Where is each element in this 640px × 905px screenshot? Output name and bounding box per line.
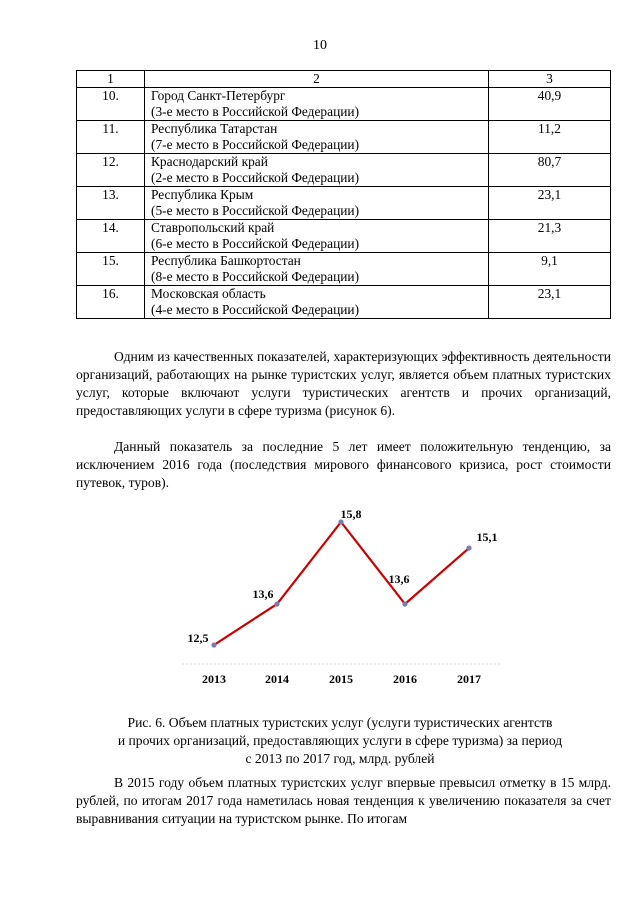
region-rank: (6-е место в Российской Федерации) [151,236,360,251]
region-name: Ставропольский край [151,220,275,235]
data-label: 12,5 [187,631,209,645]
region-cell [145,253,489,286]
region-rank: (4-е место в Российской Федерации) [151,302,360,317]
data-point [274,601,279,606]
table-header-row [77,71,611,88]
region-name: Московская область [151,286,266,301]
regions-table [76,70,611,319]
value-cell: 80,7 [489,154,611,187]
header-col-1: 1 [77,71,145,88]
row-number: 11. [77,121,145,154]
region-rank: (8-е место в Российской Федерации) [151,269,360,284]
caption-line-1: Рис. 6. Объем платных туристских услуг (услуги туристических агентств [127,715,553,730]
header-col-2: 2 [145,71,489,88]
tourism-services-line-chart [170,500,530,700]
table-row [77,220,611,253]
figure-caption [70,714,610,768]
x-tick-label: 2017 [457,672,481,686]
row-number: 13. [77,187,145,220]
caption-line-3: с 2013 по 2017 год, млрд. рублей [245,751,435,766]
region-cell [145,220,489,253]
x-tick-label: 2015 [329,672,353,686]
region-rank: (7-е место в Российской Федерации) [151,137,360,152]
table-row [77,121,611,154]
region-cell [145,286,489,319]
table-row [77,88,611,121]
data-label: 13,6 [388,572,410,586]
data-point [402,601,407,606]
region-cell [145,121,489,154]
value-cell: 9,1 [489,253,611,286]
region-cell [145,154,489,187]
row-number: 16. [77,286,145,319]
x-tick-label: 2016 [393,672,417,686]
region-rank: (3-е место в Российской Федерации) [151,104,360,119]
region-name: Краснодарский край [151,154,268,169]
data-point [466,545,471,550]
row-number: 15. [77,253,145,286]
row-number: 12. [77,154,145,187]
region-name: Республика Крым [151,187,254,202]
value-cell: 23,1 [489,187,611,220]
data-label: 15,1 [476,530,498,545]
data-label: 13,6 [252,587,274,601]
region-rank: (5-е место в Российской Федерации) [151,203,360,218]
region-rank: (2-е место в Российской Федерации) [151,170,360,185]
region-cell [145,187,489,220]
paragraph-1: Одним из качественных показателей, характеризующих эффективность деятельности организаций, работающих на рынке туристских услуг, является объем платных туристских услуг, которые включают услуги туристических агентств и прочих организаций, предоставляющих услуги в сфере туризма (рисунок 6). [76,349,611,418]
paragraph-2: Данный показатель за последние 5 лет имеет положительную тенденцию, за исключением 2016 года (последствия мирового финансового кризиса, рост стоимости путевок, туров). [76,439,611,490]
data-series-line [214,522,469,645]
paragraph-3: В 2015 году объем платных туристских услуг впервые превысил отметку в 15 млрд. рублей, по итогам 2017 года наметилась новая тенденция к увеличению показателя за счет выравнивания ситуации на туристском рынке. По итогам [76,775,611,826]
region-name: Республика Башкортостан [151,253,301,268]
data-point [211,642,216,647]
value-cell: 11,2 [489,121,611,154]
row-number: 14. [77,220,145,253]
region-name: Республика Татарстан [151,121,278,136]
x-tick-label: 2014 [265,672,289,686]
header-col-3: 3 [489,71,611,88]
region-name: Город Санкт-Петербург [151,88,286,103]
page-number: 10 [313,38,327,53]
table-row [77,253,611,286]
value-cell: 40,9 [489,88,611,121]
table-row [77,187,611,220]
value-cell: 23,1 [489,286,611,319]
value-cell: 21,3 [489,220,611,253]
table-row [77,286,611,319]
table-row [77,154,611,187]
region-cell [145,88,489,121]
data-label: 15,8 [340,507,362,521]
row-number: 10. [77,88,145,121]
x-tick-label: 2013 [202,672,226,686]
caption-line-2: и прочих организаций, предоставляющих услуги в сфере туризма) за период [117,733,563,748]
